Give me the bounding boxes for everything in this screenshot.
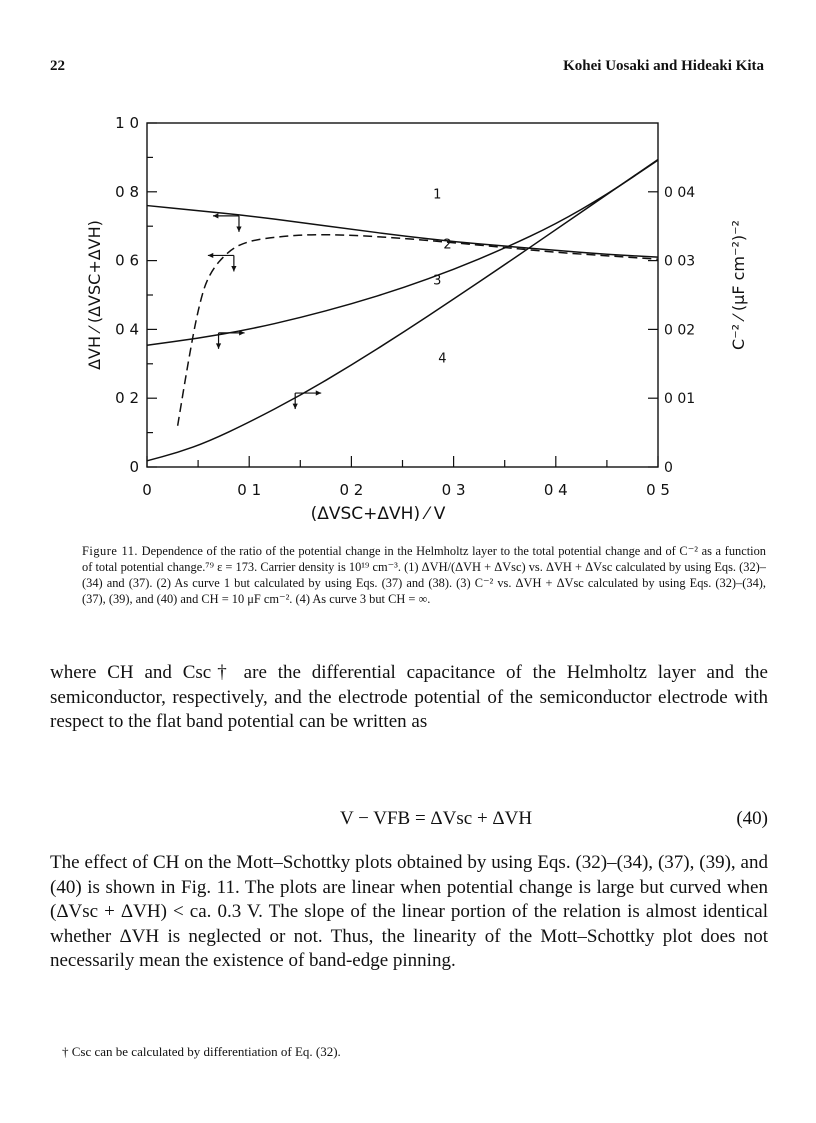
equation-expression: V − VFB = ΔVsc + ΔVH <box>340 808 533 829</box>
figure-11 <box>0 0 816 540</box>
y-right-tick-label: 0 02 <box>664 322 696 339</box>
marker-3-v-head <box>216 343 221 348</box>
marker-4-v-head <box>293 404 298 409</box>
y-left-tick-label: 0 2 <box>115 389 139 408</box>
caption-label: Figure 11. <box>82 544 139 558</box>
series-curve-2 <box>178 235 658 426</box>
caption-text: Dependence of the ratio of the potential change in the Helmholtz layer to the total potential change and of C⁻² as a function of total potential change.⁷⁹ ε = 173. Carrier density is 10¹⁹ cm⁻³. (1) ΔVH/(ΔVH + ΔVsc) vs. ΔVH + ΔVsc calculated by using Eqs. (32)–(34) and (37). (2) As curve 1 but calculated by using Eqs. (37) and (38). (3) C⁻² vs. ΔVH + ΔVsc calculated by using Eqs. (32)–(34), (37), (39), and (40) and CH = 10 μF cm⁻². (4) As curve 3 but CH = ∞. <box>82 544 766 606</box>
series-group <box>147 159 658 460</box>
curve-label-1: 1 <box>433 187 442 203</box>
curve-label-2: 2 <box>443 237 452 253</box>
curve-label-3: 3 <box>433 273 442 289</box>
y-left-tick-label: 0 8 <box>115 182 139 201</box>
chart <box>0 0 816 540</box>
y-left-axis-title: ΔVH ⁄ (ΔVSC+ΔVH) <box>85 220 104 370</box>
curve-label-4: 4 <box>438 351 447 367</box>
y-left-tick-label: 1 0 <box>115 114 139 132</box>
y-right-tick-label: 0 01 <box>664 391 696 408</box>
marker-2-h-head <box>208 253 213 258</box>
footnote: † Csc can be calculated by differentiation of Eq. (32). <box>62 1044 341 1059</box>
y-left-tick-label: 0 4 <box>115 320 139 339</box>
x-tick-label: 0 1 <box>237 481 262 499</box>
marker-1-h-head <box>213 213 218 218</box>
y-right-tick-label: 0 <box>664 460 673 476</box>
paragraph-1: where CH and Csc† are the differential capacitance of the Helmholtz layer and the semiconductor, respectively, and the electrode potential of the semiconductor electrode with respect to the flat band potential can be written as <box>50 662 768 732</box>
x-axis-title: (ΔVSC+ΔVH) ⁄ V <box>310 504 446 524</box>
plot-frame <box>147 123 658 467</box>
equation-number: (40) <box>736 808 768 829</box>
marker-1-v-head <box>236 226 241 231</box>
y-right-tick-label: 0 03 <box>664 253 696 270</box>
y-right-axis-title: C⁻² ⁄ (μF cm⁻²)⁻² <box>729 220 748 350</box>
equation-40 <box>50 808 768 834</box>
figure-caption <box>82 543 766 607</box>
marker-4-h-head <box>316 390 321 395</box>
paragraph-2: The effect of CH on the Mott–Schottky plots obtained by using Eqs. (32)–(34), (37), (39), and (40) is shown in Fig. 11. The plots are linear when potential change is large but curved when (ΔVsc + ΔVH) < ca. 0.3 V. The slope of the linear portion of the relation is almost identical whether ΔVH is neglected or not. Thus, the linearity of the Mott–Schottky plot does not necessarily mean the existence of band-edge pinning. <box>50 852 768 971</box>
x-tick-label: 0 3 <box>441 481 466 499</box>
page-number: 22 <box>50 58 65 74</box>
x-tick-label: 0 2 <box>339 481 364 499</box>
series-curve-1 <box>147 206 658 258</box>
x-tick-label: 0 <box>142 481 152 499</box>
x-tick-label: 0 4 <box>543 481 568 499</box>
axis-arrows <box>208 213 321 409</box>
y-right-tick-label: 0 04 <box>664 184 696 201</box>
y-left-tick-label: 0 <box>129 458 139 476</box>
axis-ticks <box>115 114 695 499</box>
x-tick-label: 0 5 <box>646 481 670 499</box>
series-curve-4 <box>147 159 658 460</box>
marker-2-v-head <box>231 266 236 271</box>
plot-border <box>147 123 658 467</box>
y-left-tick-label: 0 6 <box>115 251 139 270</box>
running-head: Kohei Uosaki and Hideaki Kita <box>563 58 764 74</box>
